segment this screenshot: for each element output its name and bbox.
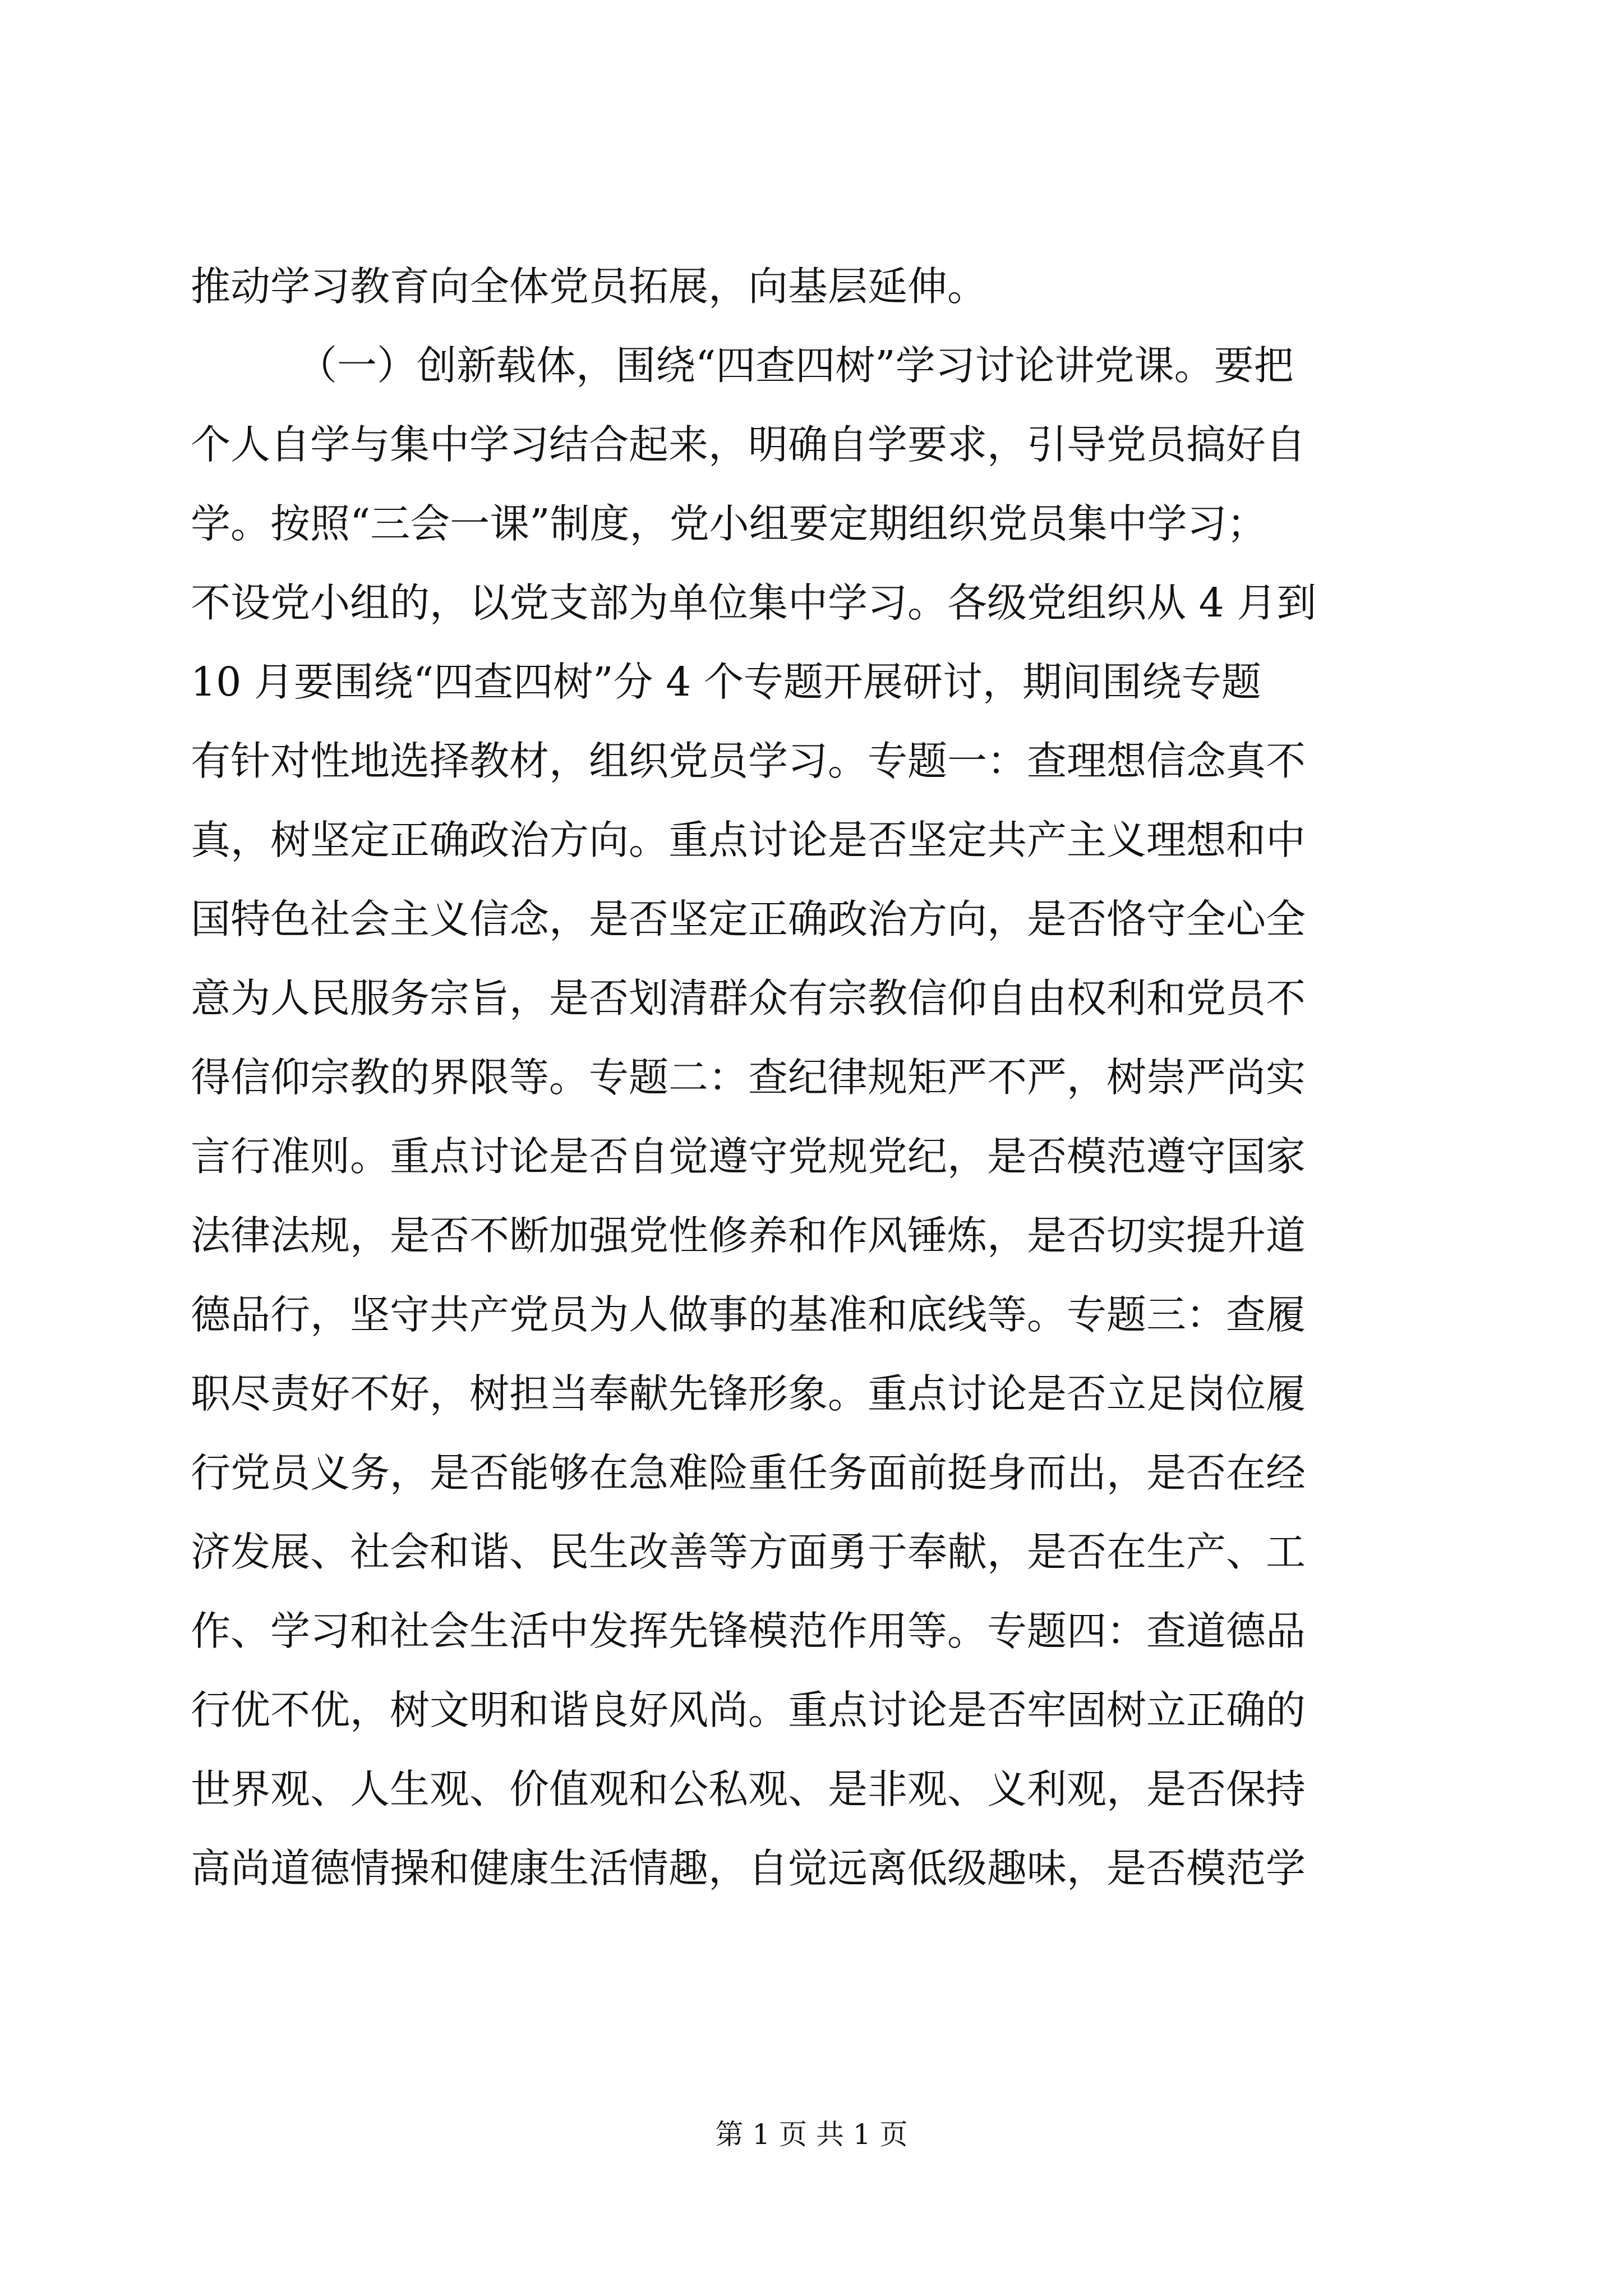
text-line: 意为人民服务宗旨，是否划清群众有宗教信仰自由权利和党员不 [191, 975, 1306, 1022]
text-line: 济发展、社会和谐、民生改善等方面勇于奉献，是否在生产、工 [191, 1529, 1306, 1575]
text-line: 法律法规，是否不断加强党性修养和作风锤炼，是否切实提升道 [191, 1212, 1306, 1259]
text-line: 世界观、人生观、价值观和公私观、是非观、义利观，是否保持 [191, 1766, 1306, 1812]
text-line: 高尚道德情操和健康生活情趣，自觉远离低级趣味，是否模范学 [191, 1845, 1306, 1892]
text-line: 行党员义务，是否能够在急难险重任务面前挺身而出，是否在经 [191, 1450, 1306, 1496]
text-line: 不设党小组的，以党支部为单位集中学习。各级党组织从 4 月到 [191, 579, 1317, 626]
text-line: 得信仰宗教的界限等。专题二：查纪律规矩严不严，树崇严尚实 [191, 1054, 1306, 1101]
text-line: 10 月要围绕“四查四树”分 4 个专题开展研讨，期间围绕专题 [191, 659, 1261, 705]
text-line: 作、学习和社会生活中发挥先锋模范作用等。专题四：查道德品 [191, 1608, 1306, 1654]
text-line: 言行准则。重点讨论是否自觉遵守党规党纪，是否模范遵守国家 [191, 1133, 1306, 1180]
page-footer [0, 2112, 1623, 2152]
text-line: 职尽责好不好，树担当奉献先锋形象。重点讨论是否立足岗位履 [191, 1370, 1306, 1417]
text-line: 国特色社会主义信念，是否坚定正确政治方向，是否恪守全心全 [191, 896, 1306, 942]
text-line: 真，树坚定正确政治方向。重点讨论是否坚定共产主义理想和中 [191, 817, 1306, 863]
document-body [191, 247, 1424, 1908]
text-line: 有针对性地选择教材，组织党员学习。专题一：查理想信念真不 [191, 738, 1306, 784]
text-line: 推动学习教育向全体党员拓展，向基层延伸。 [191, 263, 988, 310]
text-line: 行优不优，树文明和谐良好风尚。重点讨论是否牢固树立正确的 [191, 1687, 1306, 1733]
text-line: 学。按照“三会一课”制度，党小组要定期组织党员集中学习； [191, 500, 1267, 547]
text-line: 个人自学与集中学习结合起来，明确自学要求，引导党员搞好自 [191, 421, 1306, 468]
page-number: 第 1 页 共 1 页 [715, 2118, 908, 2151]
text-line: （一）创新载体，围绕“四查四树”学习讨论讲党课。要把 [297, 342, 1294, 389]
text-line: 德品行，坚守共产党员为人做事的基准和底线等。专题三：查履 [191, 1291, 1306, 1338]
